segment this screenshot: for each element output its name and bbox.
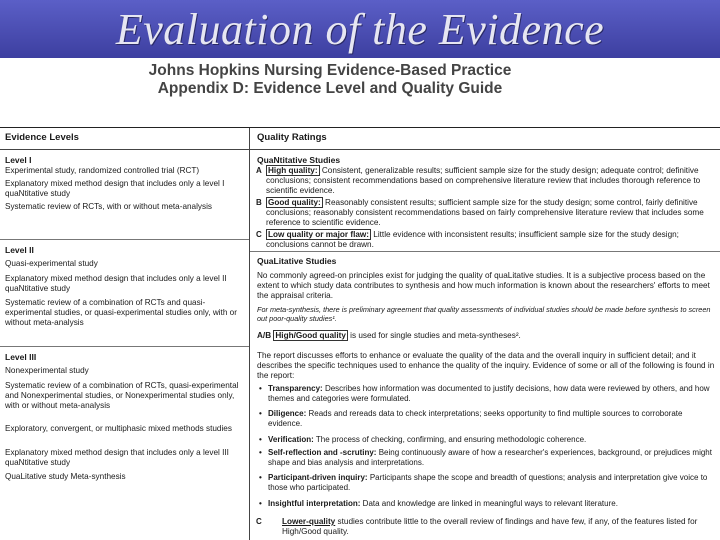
bullet-term: Verification:	[268, 435, 314, 444]
level-3-heading: Level III	[5, 352, 37, 362]
lower-quality-label: Lower-quality	[282, 517, 336, 526]
slide-title: Evaluation of the Evidence	[115, 5, 605, 54]
qualitative-grade-c-text	[282, 517, 717, 537]
low-quality-description: Little evidence with inconsistent results; insufficient sample size for the study design; conclusions cannot be drawn.	[266, 230, 679, 249]
quantitative-heading: QuaNtitative Studies	[257, 155, 341, 165]
level-3-item: Systematic review of a combination of RCTs, quasi-experimental and Nonexperimental studies, or Nonexperimental studies only, with or without meta-analysis	[5, 381, 239, 410]
level-3-item: Explanatory mixed method design that includes only a level III quaNtitative study	[5, 448, 229, 467]
bullet-text: Being continuously aware of how a researcher's experiences, background, or prejudices might shape and bias analysis and interpretations.	[268, 448, 712, 467]
grade-c-qualitative: C	[256, 517, 262, 526]
level-1-item: Systematic review of RCTs, with or without meta-analysis	[5, 202, 213, 211]
column-header-evidence-levels: Evidence Levels	[5, 132, 79, 143]
row-divider	[250, 251, 720, 252]
quantitative-grade-c-text	[266, 230, 717, 250]
criteria-bullet	[268, 409, 716, 428]
criteria-bullet	[268, 435, 716, 445]
bullet-text: Describes how information was documented to justify decisions, how data were reviewed by others, and how themes and categories were formulated.	[268, 384, 710, 403]
bullet-term: Diligence:	[268, 409, 307, 418]
low-quality-label: Low quality or major flaw:	[268, 230, 369, 239]
slide-title-banner	[0, 0, 720, 58]
level-1-item: Explanatory mixed method design that includes only a level I quaNtitative study	[5, 179, 225, 198]
bullet-text: Reads and rereads data to check interpretations; seeks opportunity to find multiple sources to corroborate evidence.	[268, 409, 683, 428]
qualitative-heading: QuaLitative Studies	[257, 256, 337, 266]
column-divider	[249, 128, 250, 540]
lower-quality-text: studies contribute little to the overall review of findings and have few, if any, of the features listed for High/Good quality.	[282, 517, 698, 536]
bullet-text: The process of checking, confirming, and ensuring methodologic coherence.	[315, 435, 587, 444]
good-quality-label: Good quality:	[268, 198, 321, 207]
level-3-item: Exploratory, convergent, or multiphasic mixed methods studies	[5, 424, 232, 433]
high-quality-description: Consistent, generalizable results; sufficient sample size for the study design; adequate control; definitive conclusions; consistent recommendations based on comprehensive literature review that includes thorough reference to scientific evidence.	[266, 166, 701, 195]
header-divider	[0, 149, 720, 150]
good-quality-description: Reasonably consistent results; sufficient sample size for the study design; some control, fairly definitive conclusions; reasonably consistent recommendations based on fairly comprehensive literature review that includes some reference to scientific evidence.	[266, 198, 704, 227]
criteria-bullet	[268, 448, 716, 467]
column-header-quality-ratings: Quality Ratings	[257, 132, 327, 143]
report-description: The report discusses efforts to enhance or evaluate the quality of the data and the overall inquiry in sufficient detail; and it describes the specific techniques used to enhance the quality of the inquiry. Evidence of some or all of the following is found in the report:	[257, 351, 715, 380]
criteria-bullet	[268, 473, 716, 492]
grade-ab: A/B	[257, 331, 272, 340]
row-divider	[0, 239, 249, 240]
document-subtitle: Appendix D: Evidence Level and Quality Guide	[157, 80, 503, 97]
level-2-item: Systematic review of a combination of RCTs and quasi-experimental studies, or quasi-experimental studies only, with or without meta-analysis	[5, 298, 237, 327]
bullet-text: Data and knowledge are linked in meaningful ways to relevant literature.	[362, 499, 618, 508]
quantitative-grade-b-text	[266, 198, 717, 228]
bullet-term: Transparency:	[268, 384, 323, 393]
meta-synthesis-note: For meta-synthesis, there is preliminary agreement that quality assessments of individual studies should be made before synthesis to screen out poor-quality studies¹.	[257, 305, 711, 323]
high-quality-label: High quality:	[268, 166, 318, 175]
bullet-term: Self-reflection and -scrutiny:	[268, 448, 377, 457]
criteria-bullet	[268, 499, 716, 509]
level-3-item: Nonexperimental study	[5, 366, 89, 375]
grade-b: B	[256, 198, 262, 207]
level-1-item: Experimental study, randomized controlled trial (RCT)	[5, 166, 200, 175]
grade-c: C	[256, 230, 262, 239]
document-title: Johns Hopkins Nursing Evidence-Based Practice	[148, 62, 512, 79]
bullet-text: Participants shape the scope and breadth of questions; analysis and interpretation give voice to those who participated.	[268, 473, 708, 492]
level-2-item: Quasi-experimental study	[5, 259, 98, 268]
level-3-item: QuaLitative study Meta-synthesis	[5, 472, 126, 481]
criteria-bullet	[268, 384, 716, 403]
bullet-term: Participant-driven inquiry:	[268, 473, 368, 482]
high-good-quality-text: is used for single studies and meta-syntheses².	[350, 331, 521, 340]
quantitative-grade-a-text	[266, 166, 717, 196]
level-2-heading: Level II	[5, 245, 34, 255]
grade-a: A	[256, 166, 262, 175]
bullet-term: Insightful interpretation:	[268, 499, 361, 508]
evidence-table	[0, 127, 720, 540]
high-good-quality-label: High/Good quality	[275, 331, 346, 340]
qualitative-grade-ab	[257, 331, 717, 341]
level-1-heading: Level I	[5, 155, 32, 165]
level-2-item: Explanatory mixed method design that includes only a level II quaNtitative study	[5, 274, 227, 293]
qualitative-intro: No commonly agreed-on principles exist for judging the quality of quaLitative studies. It is a subjective process based on the extent to which study data contributes to synthesis and how much information is known about the researchers' efforts to meet the appraisal criteria.	[257, 271, 710, 300]
row-divider	[0, 346, 249, 347]
